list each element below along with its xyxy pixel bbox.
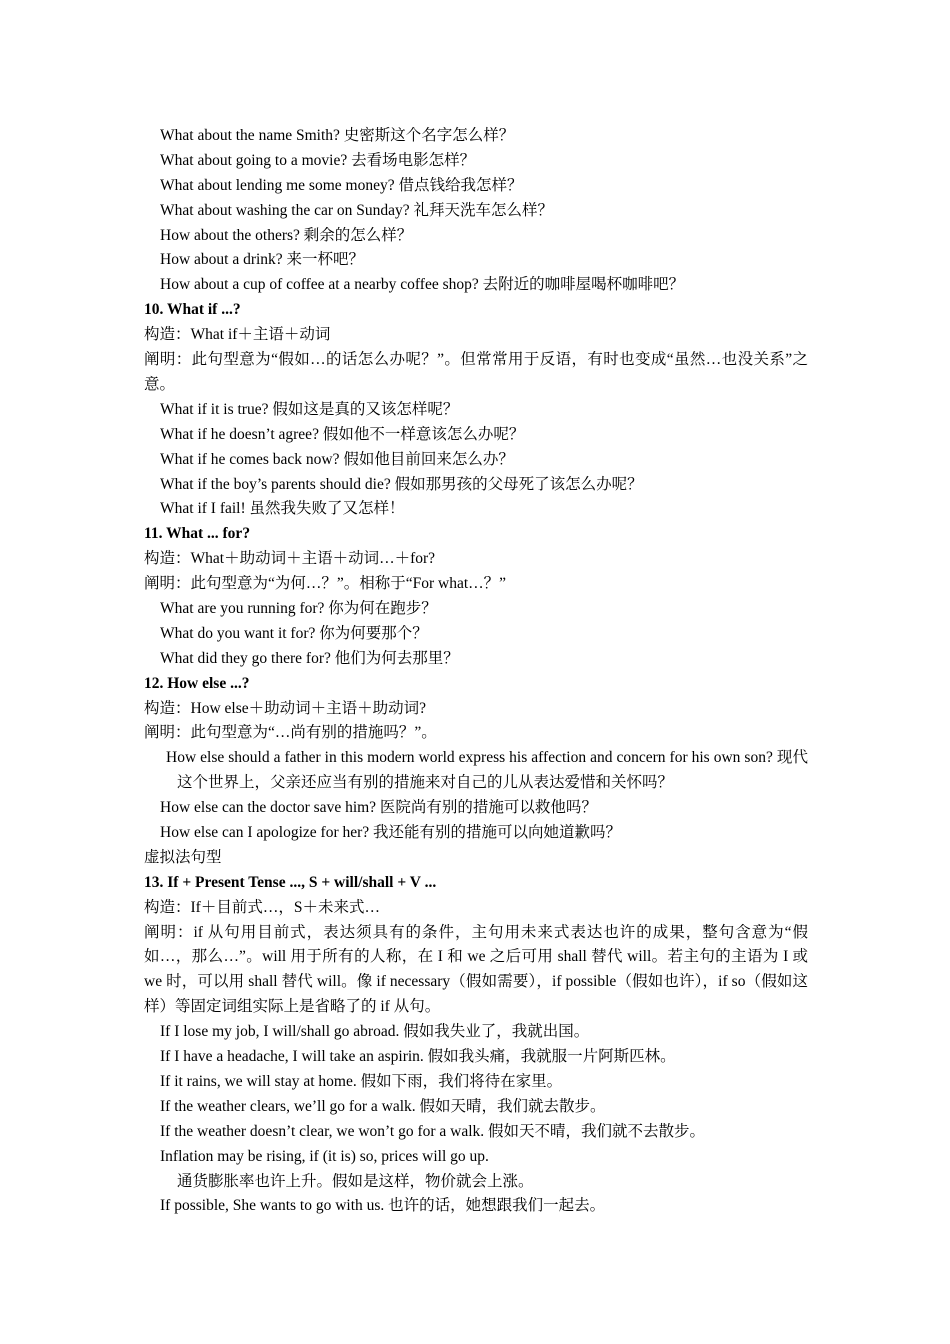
section-heading-11: 11. What ... for? [144,525,251,543]
example-sentence: If it rains, we will stay at home. 假如下雨，我们将待在家里。 [160,1072,563,1090]
structure-line: 构造：How else＋助动词＋主语＋助动词? [144,699,426,717]
example-sentence: How about a drink? 来一杯吧？ [160,251,365,269]
section-heading-13: 13. If + Present Tense ..., S + will/shall + V ... [144,873,437,891]
example-sentence: What if he doesn’t agree? 假如他不一样意该怎么办呢？ [160,425,525,443]
example-sentence: What did they go there for? 他们为何去那里？ [160,649,459,667]
example-sentence: What if he comes back now? 假如他目前回来怎么办？ [160,450,514,468]
structure-line: 构造：What if＋主语＋动词 [144,326,331,344]
example-sentence: What about lending me some money? 借点钱给我怎样？ [160,176,523,194]
structure-line: 构造：If＋目前式…，S＋未来式… [144,898,380,916]
example-sentence: If I lose my job, I will/shall go abroad. 假如我失业了，我就出国。 [160,1023,590,1041]
structure-line: 构造：What＋助动词＋主语＋动词…＋for? [144,550,436,568]
example-sentence: What if it is true? 假如这是真的又该怎样呢？ [160,400,459,418]
document-body [144,124,808,1219]
example-sentence: What about going to a movie? 去看场电影怎样？ [160,151,476,169]
example-sentence: Inflation may be rising, if (it is) so, prices will go up. [160,1147,489,1165]
example-sentence: How about the others? 剩余的怎么样？ [160,226,413,244]
example-sentence: If I have a headache, I will take an aspirin. 假如我头痛，我就服一片阿斯匹林。 [160,1048,676,1066]
subsection-title: 虚拟法句型 [144,848,222,866]
explanation-paragraph: 阐明：if 从句用目前式，表达须具有的条件，主句用未来式表达也许的成果，整句含意为“假如…，那么…”。will 用于所有的人称，在 I 和 we 之后可用 shall 替代 will。若主句的主语为 I 或 we 时，可以用 shall 替代 will。像 if necessary（假如需要），if possible（假如也许），if so（假如这样）等固定词组实际上是省略了的 if 从句。 [144,923,808,1016]
example-sentence: What do you want it for? 你为何要那个？ [160,624,428,642]
example-sentence: If the weather clears, we’ll go for a walk. 假如天晴，我们就去散步。 [160,1097,606,1115]
example-sentence: What if the boy’s parents should die? 假如那男孩的父母死了该怎么办呢？ [160,475,643,493]
example-translation: 通货膨胀率也许上升。假如是这样，物价就会上涨。 [177,1172,534,1190]
example-sentence: How about a cup of coffee at a nearby coffee shop? 去附近的咖啡屋喝杯咖啡吧？ [160,276,685,294]
example-sentence: What about washing the car on Sunday? 礼拜天洗车怎么样？ [160,201,554,219]
section-heading-12: 12. How else ...? [144,674,250,692]
example-sentence: What about the name Smith? 史密斯这个名字怎么样？ [160,127,515,144]
example-sentence: If the weather doesn’t clear, we won’t go for a walk. 假如天不晴，我们就不去散步。 [160,1122,706,1140]
section-heading-10: 10. What if ...? [144,301,241,319]
example-sentence-wrapped: How else should a father in this modern world express his affection and concern for his own son? 现代这个世界上，父亲还应当有别的措施来对自己的儿从表达爱惜和关怀吗？ [166,749,808,792]
example-sentence: If possible, She wants to go with us. 也许的话，她想跟我们一起去。 [160,1197,606,1215]
example-sentence: What if I fail! 虽然我失败了又怎样！ [160,500,405,518]
explanation-line: 阐明：此句型意为“为何…？”。相称于“For what…？” [144,575,507,593]
explanation-line: 阐明：此句型意为“…尚有别的措施吗？”。 [144,724,437,742]
example-sentence: What are you running for? 你为何在跑步？ [160,599,437,617]
example-sentence: How else can I apologize for her? 我还能有别的措施可以向她道歉吗？ [160,824,622,841]
explanation-paragraph: 阐明：此句型意为“假如…的话怎么办呢？”。但常常用于反语，有时也变成“虽然…也没关系”之意。 [144,351,808,393]
example-sentence: How else can the doctor save him? 医院尚有别的措施可以救他吗？ [160,799,597,817]
